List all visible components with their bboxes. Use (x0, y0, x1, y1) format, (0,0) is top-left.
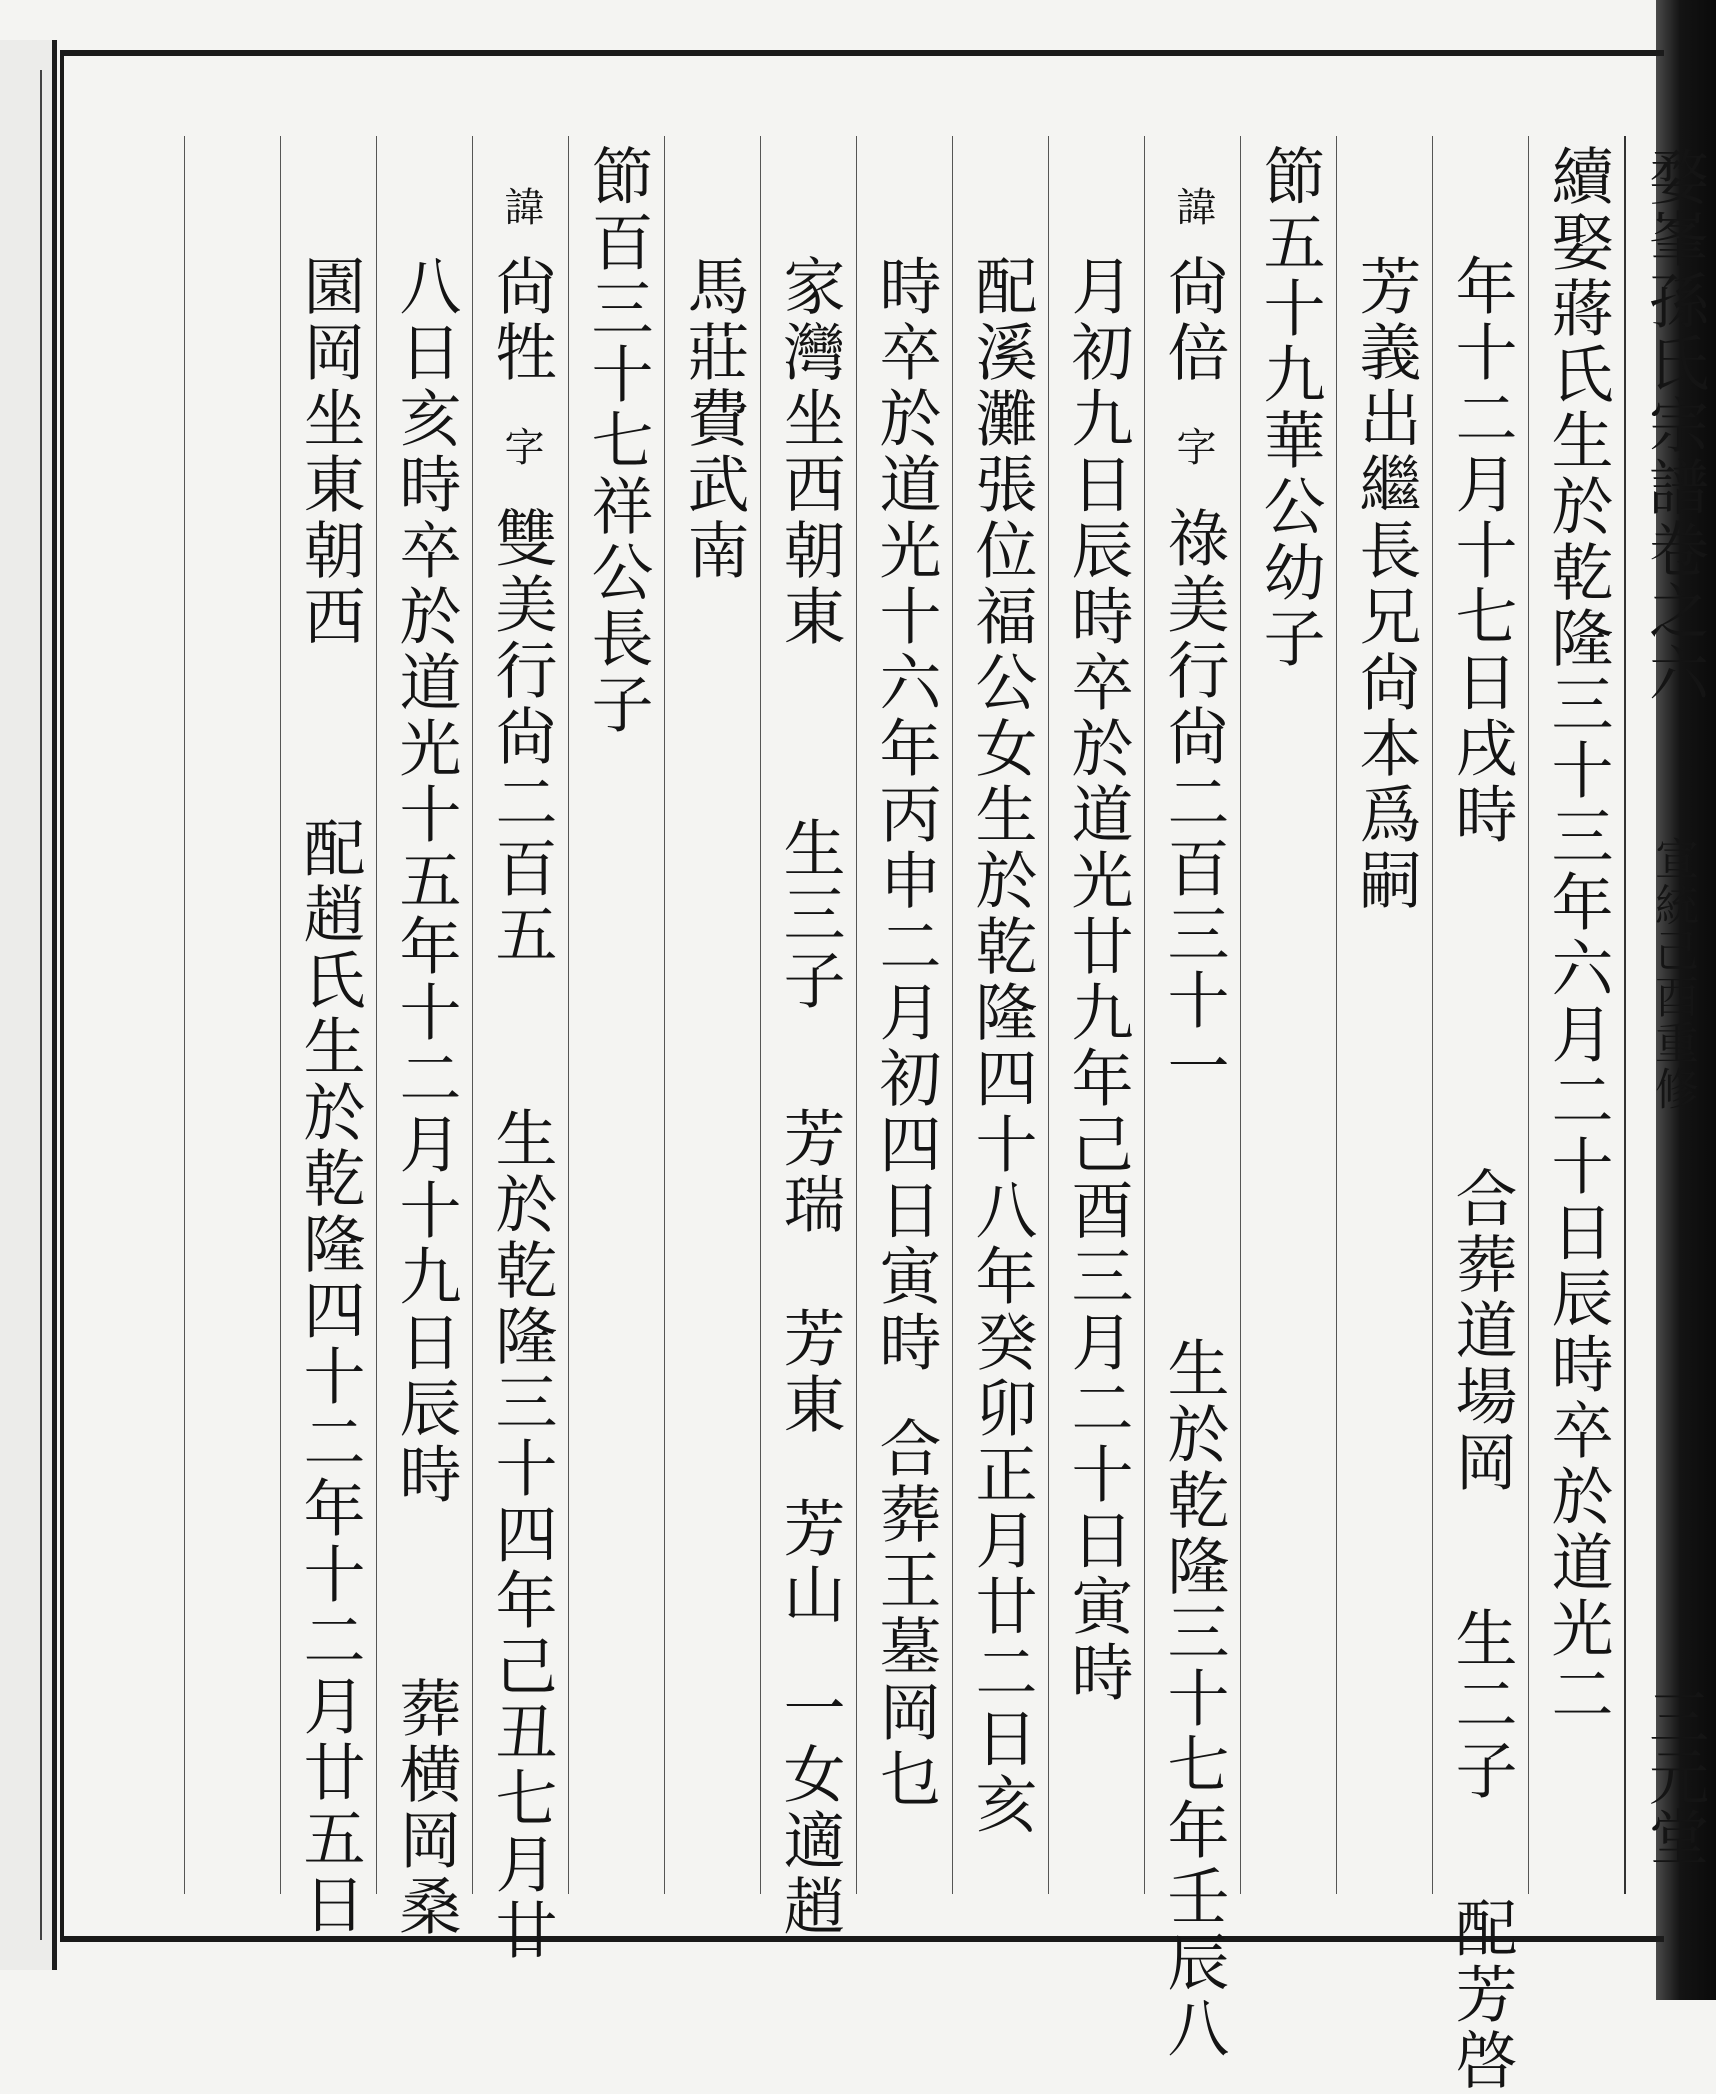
column-14-spouse: 配趙氏生於乾隆四十二年十二月廿五日 (293, 816, 366, 1938)
column-5-courtesy: 祿美行尙二百三十一 (1157, 506, 1230, 1100)
column-5-name: 尙倍 (1157, 254, 1230, 386)
column-2-children: 生二子 (1445, 1606, 1518, 1804)
column-3-text: 芳義出繼長兄尙本爲嗣 (1349, 254, 1422, 914)
edition-note: 宣統己酉重修 (1647, 836, 1698, 1112)
column-8-burial: 合葬王墓岡乜 (869, 1416, 942, 1812)
column-10 (664, 136, 761, 1894)
column-12-prefix: 諱 (498, 186, 544, 232)
column-14 (280, 136, 377, 1938)
column-1-text: 續娶蔣氏生於乾隆三十三年六月二十日辰時卒於道光二 (1541, 144, 1614, 1728)
column-12 (472, 136, 569, 1964)
column-12-name: 尙牲 (485, 254, 558, 386)
column-9-children: 生三子 (773, 816, 846, 1014)
column-4 (1240, 136, 1337, 1894)
column-8-death-date: 時卒於道光十六年丙申二月初四日寅時 (869, 254, 942, 1376)
column-11-text: 節百三十七祥公長子 (581, 144, 654, 738)
column-blank (184, 136, 281, 1894)
column-7-text: 配溪灘張位福公女生於乾隆四十八年癸卯正月廿二日亥 (965, 254, 1038, 1838)
column-11 (568, 136, 665, 1894)
volume-label: 卷之六 (1639, 518, 1709, 704)
column-2 (1432, 136, 1529, 2094)
column-13 (376, 136, 473, 1940)
column-1 (1528, 136, 1625, 1894)
hall-name: 三元堂 (1639, 1686, 1709, 1866)
column-8 (856, 136, 953, 1894)
column-9 (760, 136, 857, 1940)
column-9-grave-orientation: 家灣坐西朝東 (773, 254, 846, 650)
column-2-death-date: 年十二月十七日戌時 (1445, 254, 1518, 848)
margin-strip (1624, 136, 1716, 1894)
book-title (1626, 146, 1716, 704)
column-14-grave-orientation: 園岡坐東朝西 (293, 254, 366, 650)
column-5-birth: 生於乾隆三十七年壬辰八 (1157, 1336, 1230, 2062)
column-10-text: 馬莊費武南 (677, 254, 750, 584)
previous-page-edge (0, 40, 57, 1970)
column-12-birth: 生於乾隆三十四年己丑七月廿 (485, 1106, 558, 1964)
book-title-text: 婺峯孫氏宗譜 (1639, 146, 1709, 518)
column-6 (1048, 136, 1145, 1894)
column-7 (952, 136, 1049, 1894)
column-6-text: 月初九日辰時卒於道光廿九年己酉三月二十日寅時 (1061, 254, 1134, 1706)
column-2-burial: 合葬道場岡 (1445, 1166, 1518, 1496)
column-9-son-3: 芳山 (773, 1496, 846, 1628)
column-5-prefix: 諱 (1170, 186, 1216, 232)
column-13-death-date: 八日亥時卒於道光十五年十二月十九日辰時 (389, 254, 462, 1508)
column-13-burial: 葬横岡桑 (389, 1676, 462, 1940)
column-5-zi-marker: 字 (1170, 426, 1216, 472)
column-12-zi-marker: 字 (498, 426, 544, 472)
column-2-spouse: 配芳啓 (1445, 1896, 1518, 2094)
column-9-son-2: 芳東 (773, 1306, 846, 1438)
column-4-text: 節五十九華公幼子 (1253, 144, 1326, 672)
column-9-daughter: 一女適趙 (773, 1676, 846, 1940)
column-5 (1144, 136, 1241, 2062)
column-9-son-1: 芳瑞 (773, 1106, 846, 1238)
column-12-courtesy: 雙美行尙二百五 (485, 506, 558, 968)
column-3 (1336, 136, 1433, 1894)
page-frame (60, 50, 1709, 2094)
